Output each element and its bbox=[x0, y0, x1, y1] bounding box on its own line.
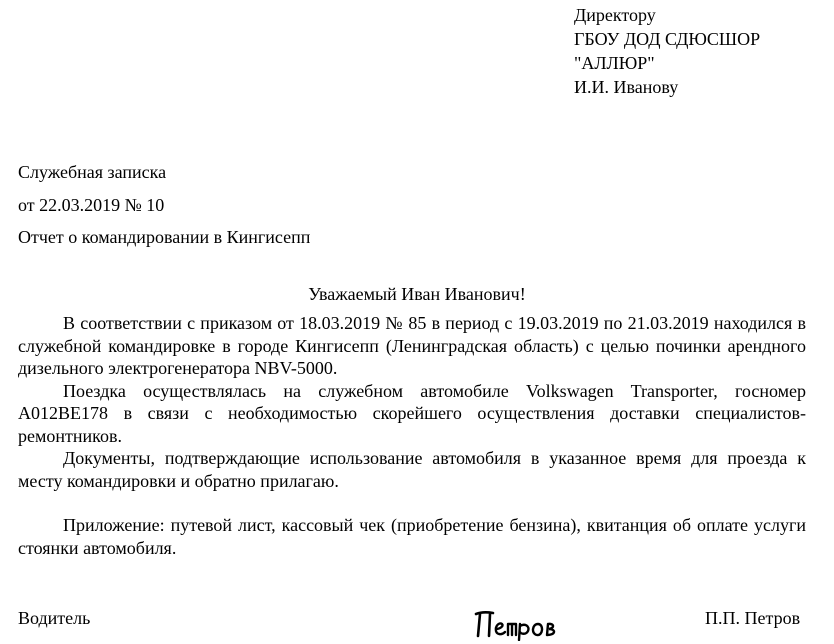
memo-body bbox=[18, 312, 806, 559]
paragraph-order: В соответствии с приказом от 18.03.2019 № 85 в период с 19.03.2019 по 21.03.2019 находился в служебной командировке в городе Кингисепп (Ленинградская область) с целью починки арендного дизельного электрогенератора NBV-5000. bbox=[18, 313, 806, 378]
addressee-position: Директору bbox=[574, 5, 656, 25]
document-type: Служебная записка bbox=[18, 162, 167, 182]
signer-role: Водитель bbox=[18, 608, 91, 628]
greeting: Уважаемый Иван Иванович! bbox=[308, 284, 526, 304]
paragraph-vehicle: Поездка осуществлялась на служебном автомобиле Volkswagen Transporter, госномер А012ВЕ178 в связи с необходимостью скорейшего осуществления доставки специалистов-ремонтников. bbox=[18, 380, 806, 446]
paragraph-attachments: Приложение: путевой лист, кассовый чек (приобретение бензина), квитанция об оплате услуги стоянки автомобиля. bbox=[18, 515, 806, 558]
paragraph-documents: Документы, подтверждающие использование автомобиля в указанное время для проезда к месту командировки и обратно прилагаю. bbox=[18, 448, 806, 491]
addressee-organization-name: "АЛЛЮР" bbox=[574, 53, 655, 73]
document-date-number: от 22.03.2019 № 10 bbox=[18, 195, 165, 215]
signer-name: П.П. Петров bbox=[705, 608, 801, 628]
addressee-organization: ГБОУ ДОД СДЮСШОР bbox=[574, 29, 761, 49]
handwritten-signature bbox=[472, 605, 572, 641]
document-subject: Отчет о командировании в Кингисепп bbox=[18, 227, 311, 247]
addressee-block bbox=[574, 3, 760, 99]
addressee-person: И.И. Иванову bbox=[574, 77, 679, 97]
